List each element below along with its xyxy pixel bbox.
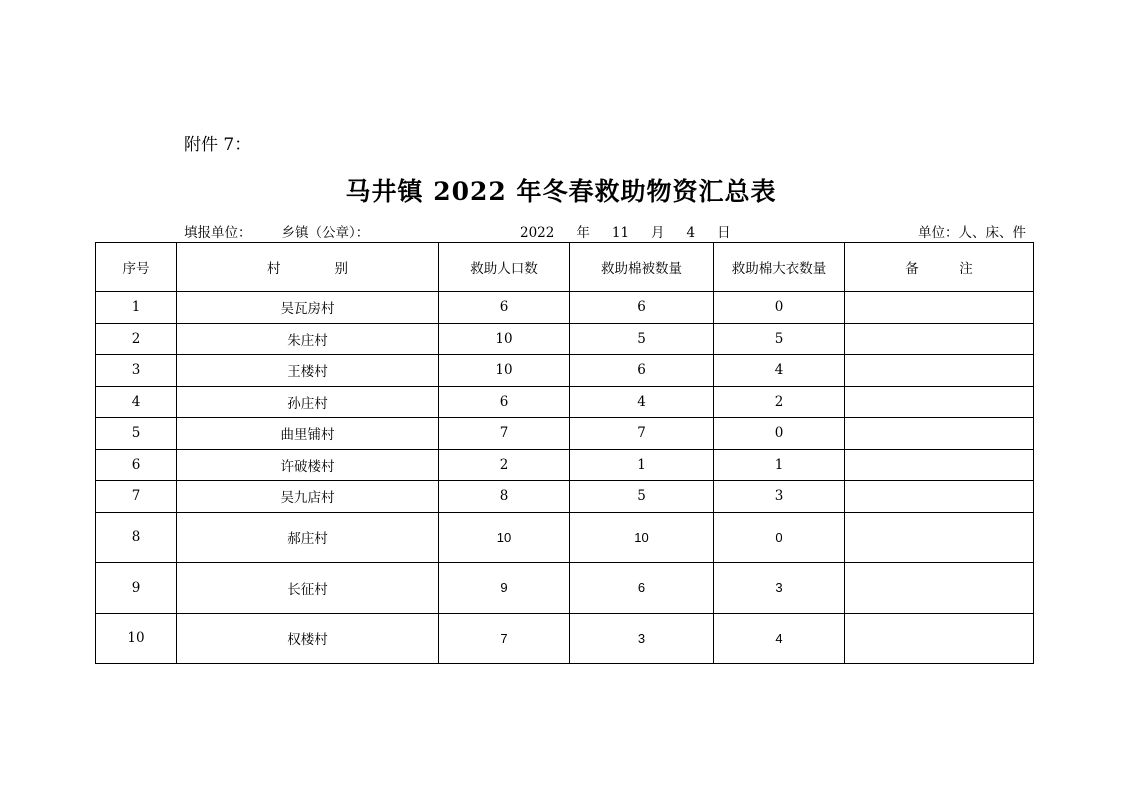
cell-people: 7 bbox=[439, 613, 570, 664]
cell-remarks bbox=[845, 292, 1034, 324]
cell-people: 10 bbox=[439, 323, 570, 355]
cell-quilts: 7 bbox=[570, 418, 714, 450]
cell-people: 6 bbox=[439, 386, 570, 418]
cell-village: 郝庄村 bbox=[177, 512, 439, 563]
header-village: 村 别 bbox=[177, 243, 439, 292]
table-row bbox=[96, 355, 1034, 387]
filler-label: 填报单位： bbox=[184, 225, 252, 241]
cell-index: 2 bbox=[96, 323, 177, 355]
date-month: 11 bbox=[611, 225, 630, 241]
header-remarks: 备 注 bbox=[845, 243, 1034, 292]
cell-village: 许破楼村 bbox=[177, 449, 439, 481]
cell-index: 9 bbox=[96, 563, 177, 614]
table-row bbox=[96, 386, 1034, 418]
cell-quilts: 5 bbox=[570, 323, 714, 355]
date-day: 4 bbox=[686, 225, 696, 241]
cell-coats: 4 bbox=[714, 355, 845, 387]
cell-village: 吴九店村 bbox=[177, 481, 439, 513]
cell-remarks bbox=[845, 449, 1034, 481]
header-coats: 救助棉大衣数量 bbox=[714, 243, 845, 292]
cell-village: 吴瓦房村 bbox=[177, 292, 439, 324]
cell-quilts: 5 bbox=[570, 481, 714, 513]
cell-quilts: 4 bbox=[570, 386, 714, 418]
cell-people: 7 bbox=[439, 418, 570, 450]
cell-quilts: 6 bbox=[570, 292, 714, 324]
cell-village: 朱庄村 bbox=[177, 323, 439, 355]
cell-coats: 0 bbox=[714, 418, 845, 450]
header-quilts: 救助棉被数量 bbox=[570, 243, 714, 292]
cell-coats: 0 bbox=[714, 512, 845, 563]
cell-remarks bbox=[845, 418, 1034, 450]
cell-people: 8 bbox=[439, 481, 570, 513]
cell-people: 10 bbox=[439, 355, 570, 387]
attachment-label: 附件 7： bbox=[184, 135, 252, 155]
cell-remarks bbox=[845, 613, 1034, 664]
cell-village: 王楼村 bbox=[177, 355, 439, 387]
document-title: 马井镇 2022 年冬春救助物资汇总表 bbox=[345, 177, 777, 206]
cell-people: 10 bbox=[439, 512, 570, 563]
filler-unit-line bbox=[184, 221, 369, 241]
cell-people: 9 bbox=[439, 563, 570, 614]
cell-quilts: 10 bbox=[570, 512, 714, 563]
cell-quilts: 3 bbox=[570, 613, 714, 664]
cell-quilts: 6 bbox=[570, 355, 714, 387]
table-row bbox=[96, 292, 1034, 324]
cell-remarks bbox=[845, 323, 1034, 355]
cell-index: 3 bbox=[96, 355, 177, 387]
cell-coats: 5 bbox=[714, 323, 845, 355]
cell-village: 长征村 bbox=[177, 563, 439, 614]
table-row bbox=[96, 512, 1034, 563]
report-date bbox=[520, 221, 753, 241]
table-row bbox=[96, 563, 1034, 614]
date-year: 2022 bbox=[520, 225, 555, 241]
cell-people: 6 bbox=[439, 292, 570, 324]
cell-index: 6 bbox=[96, 449, 177, 481]
cell-remarks bbox=[845, 512, 1034, 563]
cell-village: 曲里铺村 bbox=[177, 418, 439, 450]
table-header-row bbox=[96, 243, 1034, 292]
cell-remarks bbox=[845, 563, 1034, 614]
unit-note: 单位：人、床、件 bbox=[918, 225, 1026, 241]
cell-index: 4 bbox=[96, 386, 177, 418]
date-year-unit: 年 bbox=[576, 225, 590, 241]
cell-quilts: 6 bbox=[570, 563, 714, 614]
cell-index: 5 bbox=[96, 418, 177, 450]
cell-people: 2 bbox=[439, 449, 570, 481]
cell-coats: 0 bbox=[714, 292, 845, 324]
cell-remarks bbox=[845, 386, 1034, 418]
cell-coats: 1 bbox=[714, 449, 845, 481]
filler-value: 乡镇（公章）： bbox=[281, 225, 370, 241]
cell-remarks bbox=[845, 355, 1034, 387]
cell-coats: 3 bbox=[714, 481, 845, 513]
cell-index: 7 bbox=[96, 481, 177, 513]
table-row bbox=[96, 449, 1034, 481]
cell-village: 孙庄村 bbox=[177, 386, 439, 418]
cell-coats: 4 bbox=[714, 613, 845, 664]
cell-coats: 2 bbox=[714, 386, 845, 418]
cell-quilts: 1 bbox=[570, 449, 714, 481]
cell-remarks bbox=[845, 481, 1034, 513]
cell-index: 8 bbox=[96, 512, 177, 563]
cell-village: 权楼村 bbox=[177, 613, 439, 664]
summary-table bbox=[95, 242, 1034, 664]
date-day-unit: 日 bbox=[717, 225, 731, 241]
table-row bbox=[96, 323, 1034, 355]
date-month-unit: 月 bbox=[651, 225, 665, 241]
header-index: 序号 bbox=[96, 243, 177, 292]
cell-coats: 3 bbox=[714, 563, 845, 614]
table-row bbox=[96, 481, 1034, 513]
header-people: 救助人口数 bbox=[439, 243, 570, 292]
table-row bbox=[96, 613, 1034, 664]
table-row bbox=[96, 418, 1034, 450]
cell-index: 1 bbox=[96, 292, 177, 324]
cell-index: 10 bbox=[96, 613, 177, 664]
